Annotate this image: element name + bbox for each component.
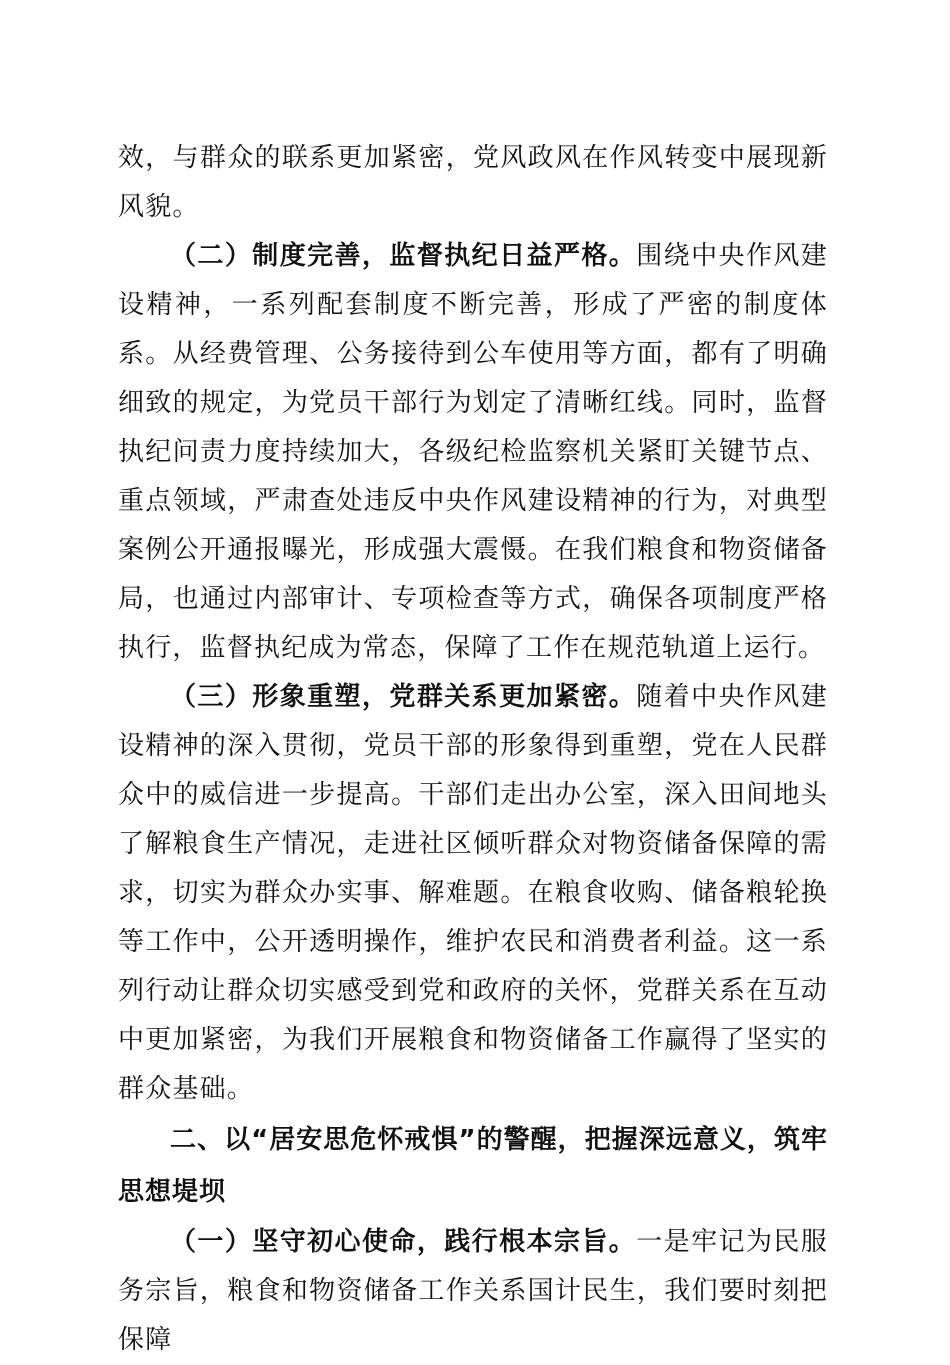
section-heading: 二、以“居安思危怀戒惧”的警醒，把握深远意义，筑牢思想堤坝 <box>118 1125 828 1207</box>
paragraph-original-mission <box>118 1218 828 1365</box>
paragraph-lead: （一）坚守初心使命，践行根本宗旨。 <box>170 1227 637 1257</box>
paragraph-continuation <box>118 134 828 232</box>
paragraph-lead: （二）制度完善，监督执纪日益严格。 <box>170 241 637 271</box>
paragraph-text: 效，与群众的联系更加紧密，党风政风在作风转变中展现新风貌。 <box>118 143 828 222</box>
paragraph-lead: （三）形象重塑，党群关系更加紧密。 <box>170 682 637 712</box>
paragraph-system-improvement <box>118 232 828 673</box>
paragraph-text: 随着中央作风建设精神的深入贯彻，党员干部的形象得到重塑，党在人民群众中的威信进一步提高。干部们走出办公室，深入田间地头了解粮食生产情况，走进社区倾听群众对物资储备保障的需求，切实为群众办实事、解难题。在粮食收购、储备粮轮换等工作中，公开透明操作，维护农民和消费者利益。这一系列行动让群众切实感受到党和政府的关怀，党群关系在互动中更加紧密，为我们开展粮食和物资储备工作赢得了坚实的群众基础。 <box>118 682 829 1104</box>
paragraph-text: 围绕中央作风建设精神，一系列配套制度不断完善，形成了严密的制度体系。从经费管理、公务接待到公车使用等方面，都有了明确细致的规定，为党员干部行为划定了清晰红线。同时，监督执纪问责力度持续加大，各级纪检监察机关紧盯关键节点、重点领域，严肃查处违反中央作风建设精神的行为，对典型案例公开通报曝光，形成强大震慑。在我们粮食和物资储备局，也通过内部审计、专项检查等方式，确保各项制度严格执行，监督执纪成为常态，保障了工作在规范轨道上运行。 <box>118 241 829 663</box>
paragraph-text: 一是牢记为民服务宗旨，粮食和物资储备工作关系国计民生，我们要时刻把保障 <box>118 1227 829 1355</box>
document-body <box>118 134 828 1365</box>
paragraph-image-reshaping <box>118 673 828 1114</box>
